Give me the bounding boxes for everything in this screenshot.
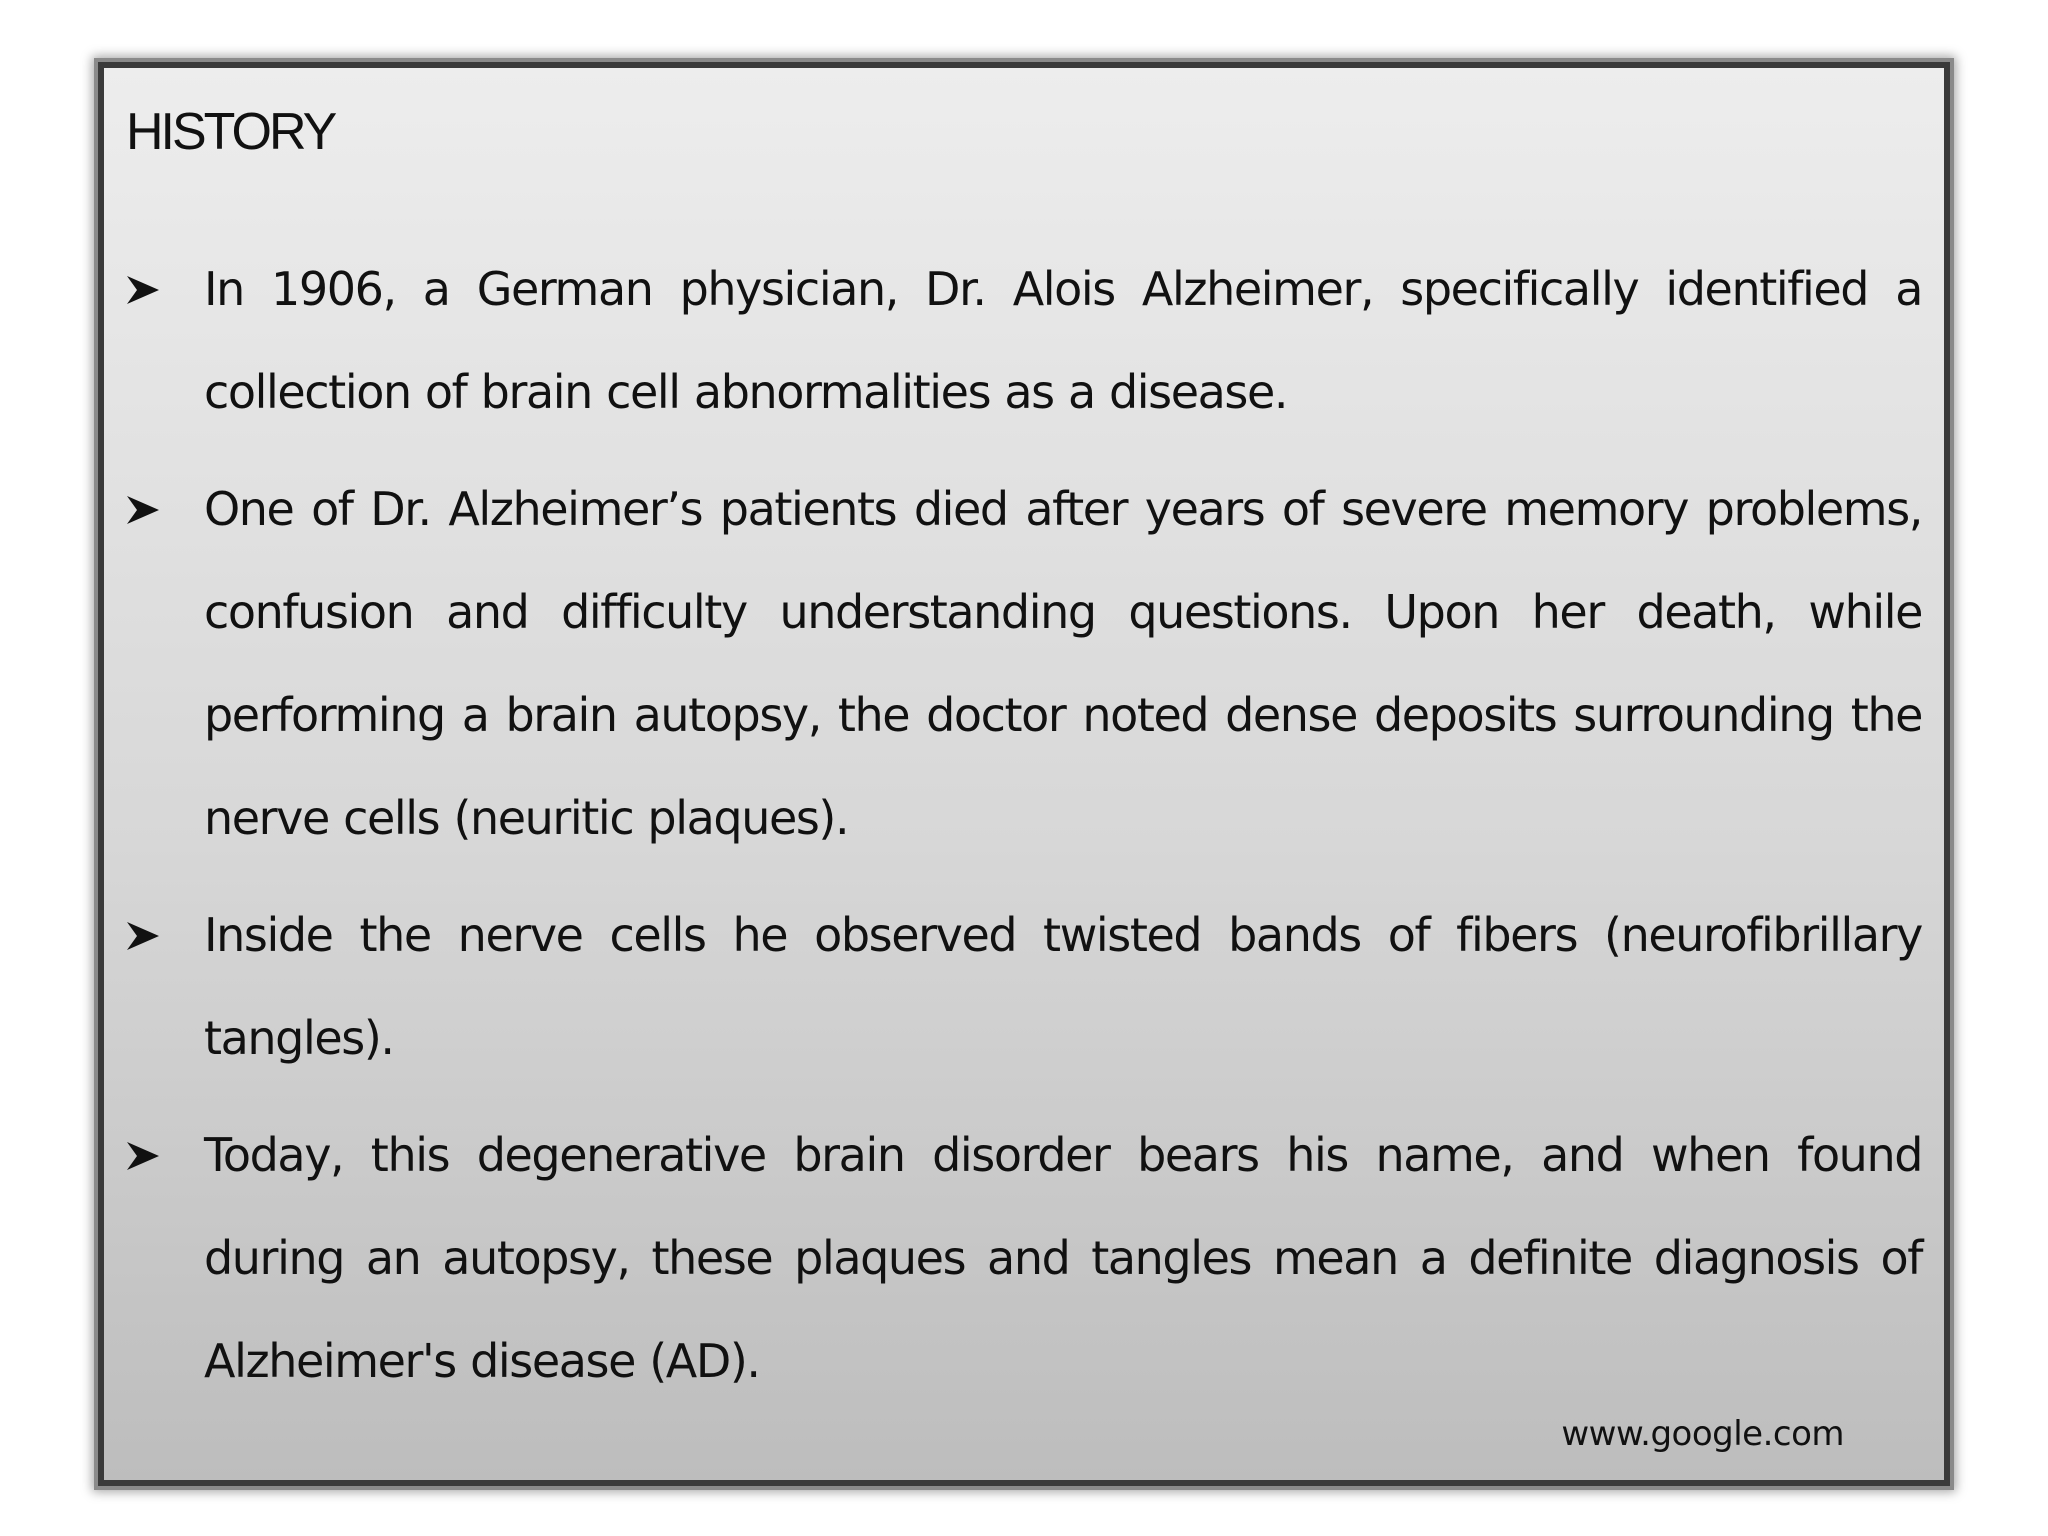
bullet-item (126, 884, 1922, 1090)
arrowhead-bullet-icon (126, 1104, 166, 1207)
content-frame (98, 62, 1950, 1486)
bullet-text: One of Dr. Alzheimer’s patients died after years of severe memory problems, confusion and difficulty understanding questions. Upon her death, while performing a brain autopsy, the doctor noted dense deposits surrounding the nerve cells (neuritic plaques). (204, 482, 1922, 845)
slide-title: HISTORY (126, 103, 335, 161)
arrowhead-bullet-icon (126, 458, 166, 561)
arrowhead-bullet-icon (126, 884, 166, 987)
bullet-item (126, 1104, 1922, 1413)
arrowhead-bullet-icon (126, 238, 166, 341)
source-credit: www.google.com (1561, 1414, 1844, 1454)
bullet-text: In 1906, a German physician, Dr. Alois Alzheimer, specifically identified a collection of brain cell abnormalities as a disease. (204, 262, 1922, 419)
bullet-item (126, 458, 1922, 870)
bullet-item (126, 238, 1922, 444)
bullet-list (126, 238, 1922, 1427)
bullet-text: Today, this degenerative brain disorder bears his name, and when found during an autopsy, these plaques and tangles mean a definite diagnosis of Alzheimer's disease (AD). (204, 1128, 1922, 1388)
bullet-text: Inside the nerve cells he observed twisted bands of fibers (neurofibrillary tangles). (204, 908, 1922, 1065)
